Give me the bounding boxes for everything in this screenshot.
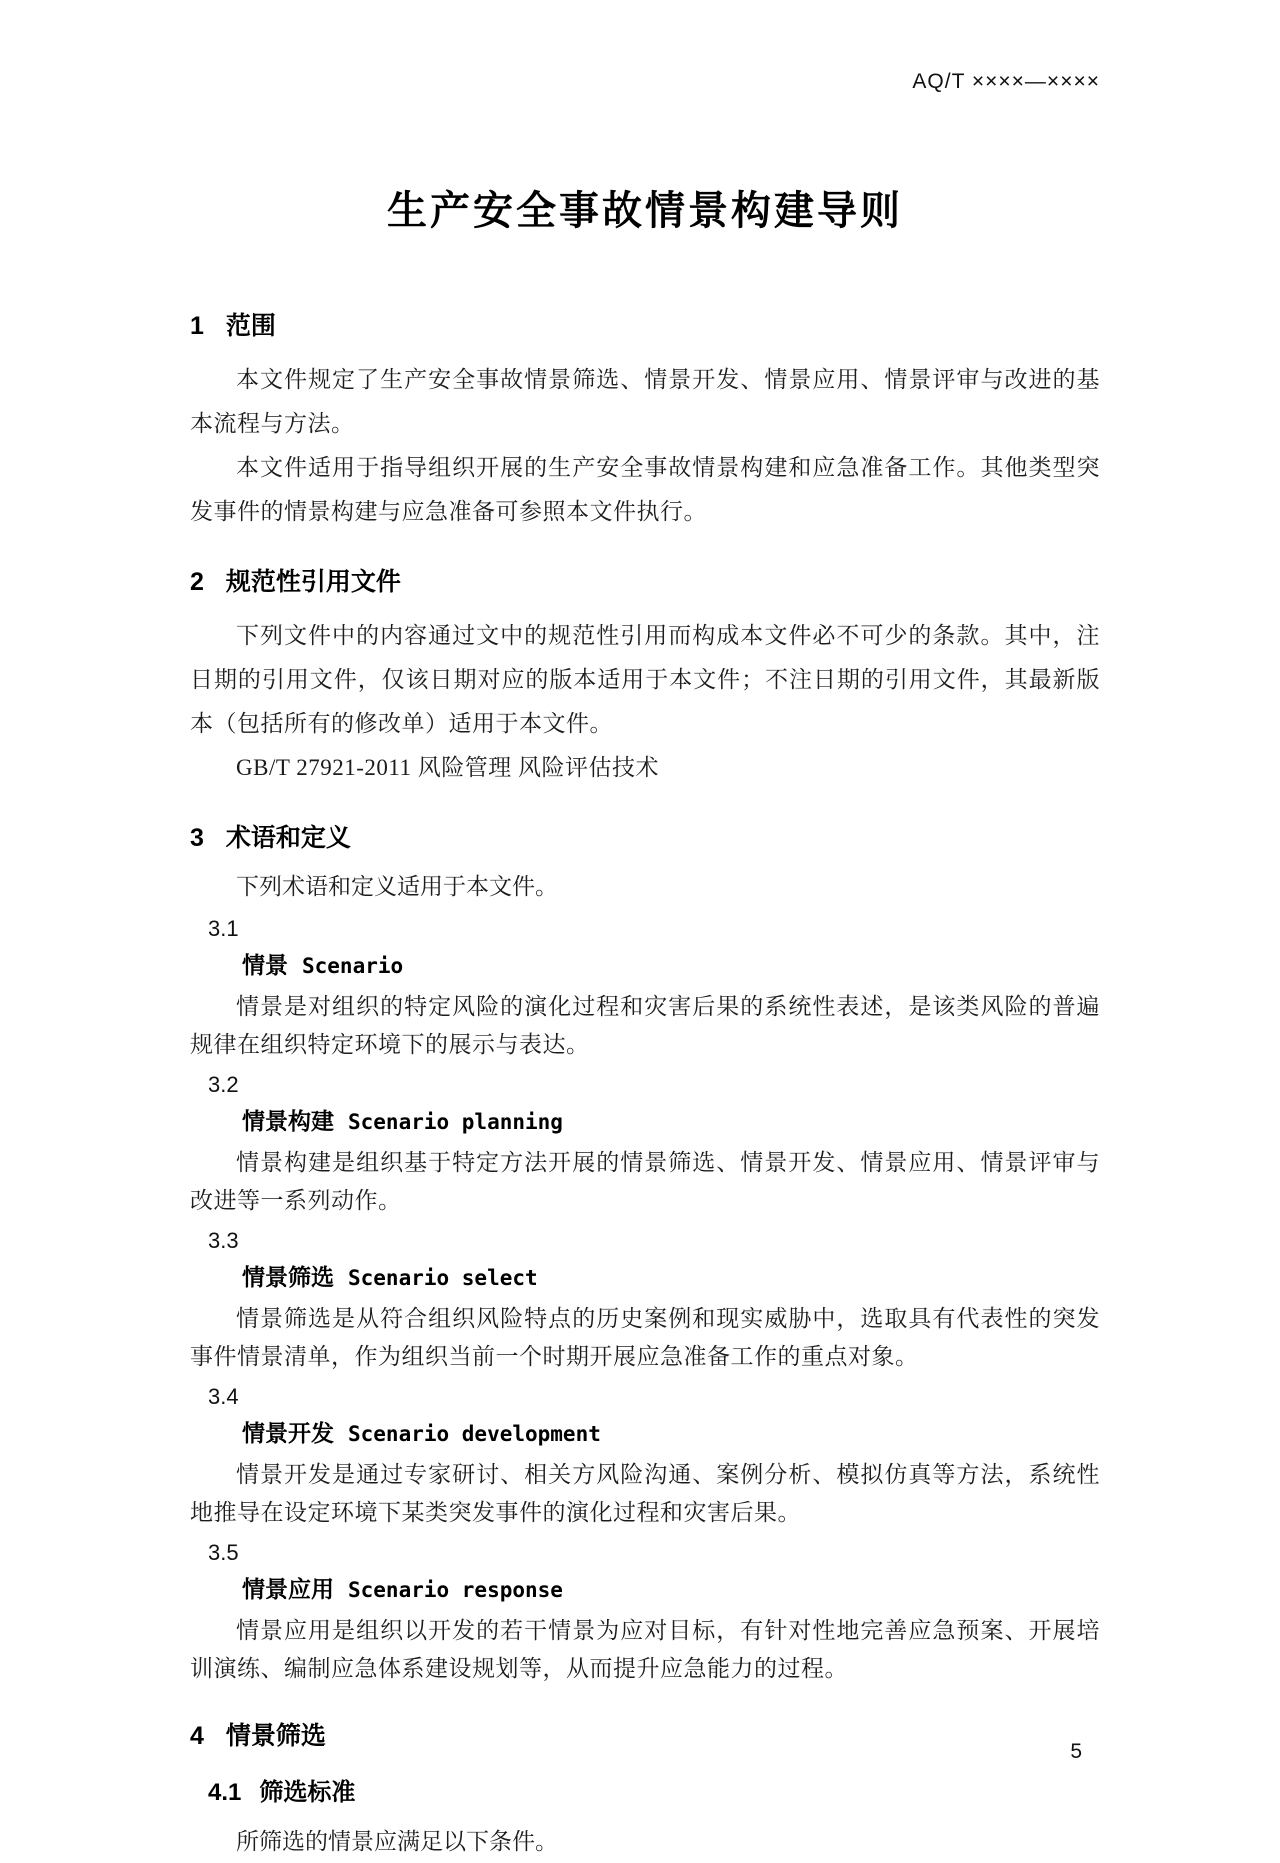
section-2 [190,562,1100,790]
term-3-2-en: Scenario planning [348,1110,563,1134]
term-3-3-definition: 情景筛选是从符合组织风险特点的历史案例和现实威胁中，选取具有代表性的突发事件情景清单，作为组织当前一个时期开展应急准备工作的重点对象。 [190,1306,1100,1369]
term-3-2-definition: 情景构建是组织基于特定方法开展的情景筛选、情景开发、情景应用、情景评审与改进等一系列动作。 [190,1150,1100,1213]
section-1-paragraph-2: 本文件适用于指导组织开展的生产安全事故情景构建和应急准备工作。其他类型突发事件的情景构建与应急准备可参照本文件执行。 [190,455,1100,524]
section-1-title: 范围 [225,312,276,340]
section-4 [190,1716,1100,1863]
term-3-2 [190,1068,1100,1220]
term-3-4-en: Scenario development [348,1422,601,1446]
section-3-title: 术语和定义 [225,824,351,852]
section-3 [190,818,1100,1688]
section-2-number: 2 [190,568,204,596]
term-3-2-title [190,1102,1100,1144]
normative-reference: GB/T 27921-2011 风险管理 风险评估技术 [236,755,660,780]
doc-code: AQ/T ××××—×××× [912,70,1100,93]
term-3-5-zh: 情景应用 [242,1576,334,1602]
term-3-4-number: 3.4 [208,1384,239,1409]
section-1 [190,306,1100,534]
term-3-5 [190,1536,1100,1688]
term-3-1-title [190,946,1100,988]
term-3-5-en: Scenario response [348,1578,563,1602]
section-1-paragraph-1: 本文件规定了生产安全事故情景筛选、情景开发、情景应用、情景评审与改进的基本流程与方法。 [190,367,1100,436]
page-number: 5 [1070,1740,1082,1763]
term-3-5-title [190,1570,1100,1612]
subsection-4-1-title: 筛选标准 [259,1779,356,1806]
term-3-1-definition: 情景是对组织的特定风险的演化过程和灾害后果的系统性表述，是该类风险的普遍规律在组织特定环境下的展示与表达。 [190,994,1100,1057]
document-title: 生产安全事故情景构建导则 [387,189,903,233]
term-3-5-number: 3.5 [208,1540,239,1565]
term-3-1-en: Scenario [302,954,404,978]
section-3-heading [190,818,1100,854]
term-3-3-en: Scenario select [348,1266,538,1290]
term-3-1 [190,912,1100,1064]
term-3-4 [190,1380,1100,1532]
term-3-2-number: 3.2 [208,1072,239,1097]
subsection-4-1-paragraph: 所筛选的情景应满足以下条件。 [236,1829,558,1854]
section-1-number: 1 [190,312,204,340]
section-2-title: 规范性引用文件 [225,568,401,596]
section-2-heading [190,562,1100,598]
section-4-heading [190,1716,1100,1752]
term-3-5-definition: 情景应用是组织以开发的若干情景为应对目标，有针对性地完善应急预案、开展培训演练、编制应急体系建设规划等，从而提升应急能力的过程。 [190,1618,1100,1681]
subsection-4-1-number: 4.1 [208,1779,242,1806]
term-3-2-zh: 情景构建 [242,1108,334,1134]
term-3-3-number: 3.3 [208,1228,239,1253]
term-3-1-number: 3.1 [208,916,239,941]
subsection-4-1-heading [190,1772,1100,1807]
section-4-title: 情景筛选 [225,1722,326,1750]
term-3-3-title [190,1258,1100,1300]
term-3-4-title [190,1414,1100,1456]
term-3-1-zh: 情景 [242,952,288,978]
section-4-number: 4 [190,1722,204,1750]
section-1-heading [190,306,1100,342]
term-3-3 [190,1224,1100,1376]
term-3-3-zh: 情景筛选 [242,1264,334,1290]
section-3-intro: 下列术语和定义适用于本文件。 [236,874,558,899]
section-2-paragraph-1: 下列文件中的内容通过文中的规范性引用而构成本文件必不可少的条款。其中，注日期的引用文件，仅该日期对应的版本适用于本文件；不注日期的引用文件，其最新版本（包括所有的修改单）适用于本文件。 [190,623,1100,736]
section-3-number: 3 [190,824,204,852]
term-3-4-zh: 情景开发 [242,1420,334,1446]
term-3-4-definition: 情景开发是通过专家研讨、相关方风险沟通、案例分析、模拟仿真等方法，系统性地推导在设定环境下某类突发事件的演化过程和灾害后果。 [190,1462,1100,1525]
